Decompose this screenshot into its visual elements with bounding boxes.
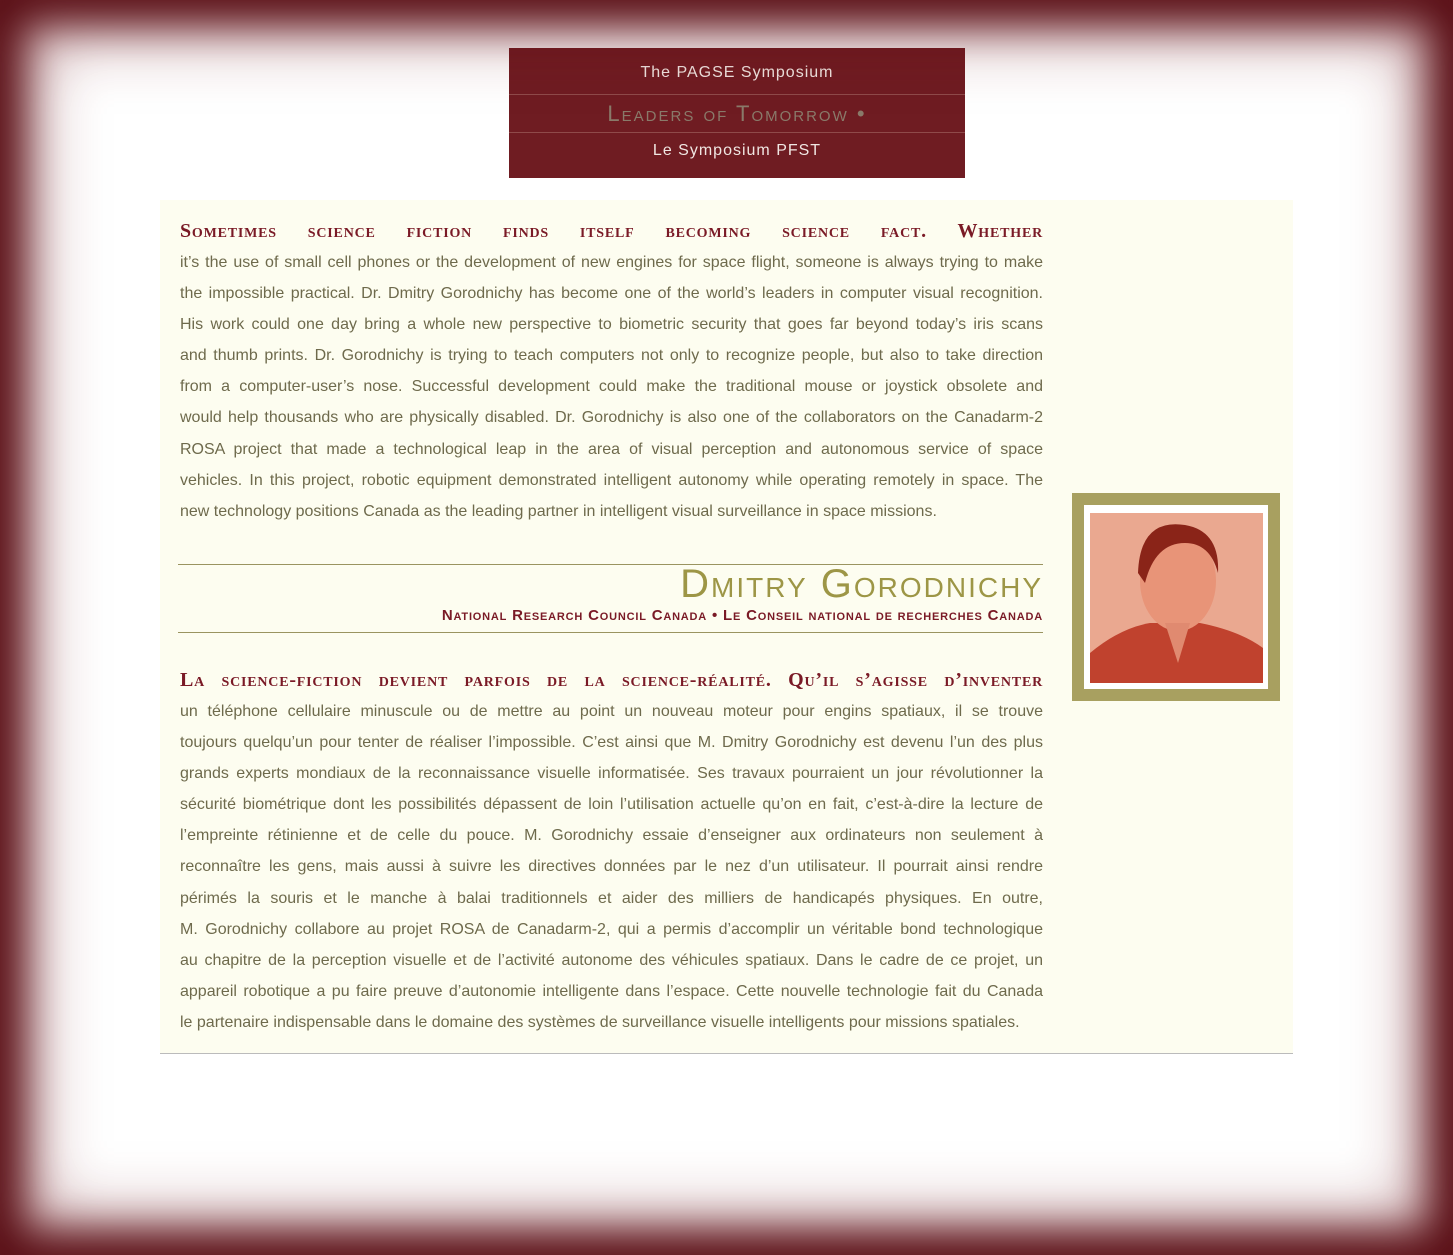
body-text-line: un téléphone cellulaire minuscule ou de mettre au point un nouveau moteur pour engins spatiaux, il se trouve <box>180 703 1043 720</box>
body-text-line: périmés la souris et le manche à balai traditionnels et aider des milliers de handicapés physiques. En outre, <box>180 889 1043 907</box>
body-text-line: sécurité biométrique dont les possibilités dépassent de loin l’utilisation actuelle qu’on en fait, c’est-à-dire la lecture de <box>180 796 1043 814</box>
body-text-line: M. Gorodnichy collabore au projet ROSA de Canadarm-2, qui a permis d’accomplir un véritable bond technologique <box>180 920 1043 938</box>
body-text-line: le partenaire indispensable dans le domaine des systèmes de surveillance visuelle intelligents pour missions spatiales. <box>180 1013 1020 1031</box>
body-text-line: appareil robotique a pu faire preuve d’autonomie intelligente dans l’espace. Cette nouvelle technologie fait du Canada <box>180 982 1043 1000</box>
divider-bottom <box>178 632 1043 633</box>
profile-organization: National Research Council Canada • Le Conseil national de recherches Canada <box>441 607 1043 624</box>
body-text-line: would help thousands who are physically disabled. Dr. Gorodnichy is also one of the collaborators on the Canadarm-2 <box>180 409 1043 427</box>
profile-name: Dmitry Gorodnichy <box>680 562 1043 606</box>
english-heading: Sometimes science fiction finds itself becoming science fact. Whether <box>180 220 1043 242</box>
body-text-line: the impossible practical. Dr. Dmitry Gorodnichy has become one of the world’s leaders in computer visual recognition. <box>180 285 1043 303</box>
banner-french-title: Le Symposium PFST <box>652 142 822 159</box>
symposium-banner <box>509 48 965 178</box>
english-section <box>180 216 1043 527</box>
body-text-line: au chapitre de la perception visuelle et de l’activité autonome des véhicules spatiaux. Dans le cadre de ce projet, un <box>180 951 1043 969</box>
body-text-line: vehicles. In this project, robotic equipment demonstrated intelligent autonomy while operating remotely in space. The <box>180 471 1043 489</box>
body-text-line: toujours quelqu’un pour tenter de réaliser l’impossible. C’est ainsi que M. Dmitry Gorodnichy est devenu l’un des plus <box>180 734 1043 752</box>
body-text-line: from a computer-user’s nose. Successful development could make the traditional mouse or joystick obsolete and <box>180 378 1043 396</box>
body-text-line: grands experts mondiaux de la reconnaissance visuelle informatisée. Ses travaux pourraient un jour révolutionner la <box>180 765 1043 783</box>
french-section <box>180 665 1043 1038</box>
body-text-line: His work could one day bring a whole new perspective to biometric security that goes far beyond today’s iris scans <box>180 316 1043 334</box>
french-heading: La science-fiction devient parfois de la science-réalité. Qu’il s’agisse d’inventer <box>180 669 1043 691</box>
body-text-line: it’s the use of small cell phones or the development of new engines for space flight, someone is always trying to make <box>180 254 1043 271</box>
body-text-line: new technology positions Canada as the leading partner in intelligent visual surveillance in space missions. <box>180 502 937 520</box>
body-text-line: ROSA project that made a technological leap in the area of visual perception and autonomous service of space <box>180 440 1043 458</box>
body-text-line: and thumb prints. Dr. Gorodnichy is trying to teach computers not only to recognize people, but also to take direction <box>180 347 1043 365</box>
body-text-line: l’empreinte rétinienne et de celle du pouce. M. Gorodnichy essaie d’enseigner aux ordinateurs non seulement à <box>180 827 1043 845</box>
portrait-photo <box>1090 513 1263 683</box>
portrait-frame <box>1072 493 1280 701</box>
banner-title: The PAGSE Symposium <box>640 64 834 81</box>
banner-subtitle: Leaders of Tomorrow • <box>607 101 867 126</box>
body-text-line: reconnaître les gens, mais aussi à suivre les directives données par le nez d’un utilisateur. Il pourrait ainsi rendre <box>180 858 1043 876</box>
